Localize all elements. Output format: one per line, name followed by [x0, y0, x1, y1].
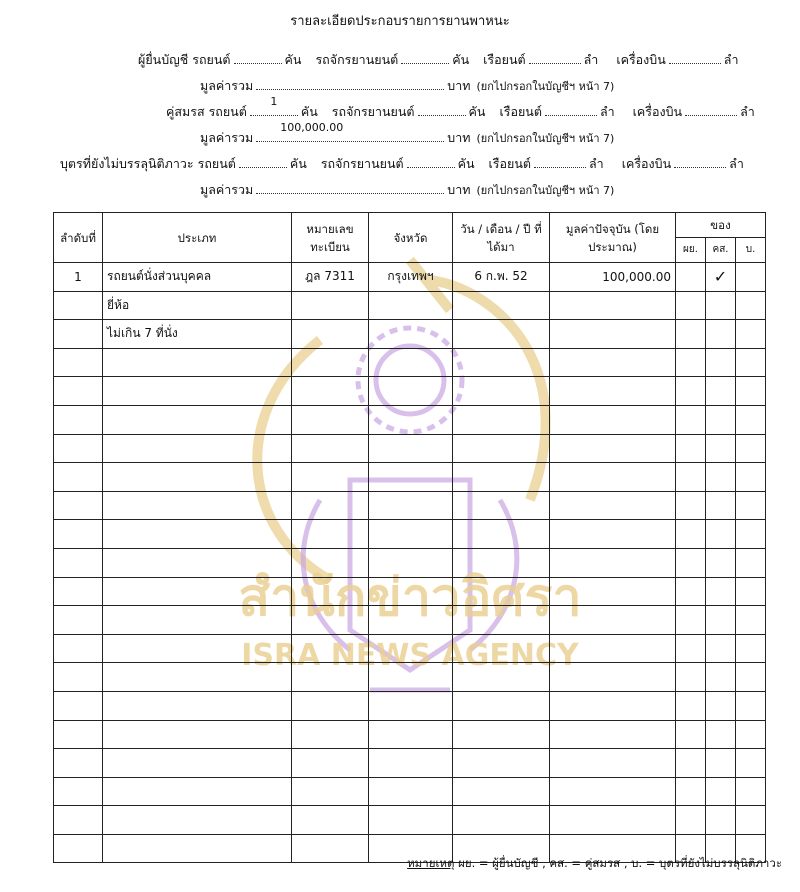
col-header-owner-filer: ผย.: [676, 238, 706, 263]
empty-cell: [706, 606, 736, 635]
table-row: [54, 320, 766, 349]
empty-cell: [369, 749, 453, 778]
empty-cell: [550, 577, 676, 606]
cell-date: [453, 320, 550, 349]
col-header-owner-spouse: คส.: [706, 238, 736, 263]
total-value-label: มูลค่ารวม: [200, 130, 254, 145]
col-header-province: จังหวัด: [369, 213, 453, 263]
empty-cell: [676, 491, 706, 520]
empty-cell: [550, 520, 676, 549]
car-unit: คัน: [300, 104, 318, 119]
empty-cell: [706, 691, 736, 720]
motorcycle-label: รถจักรยานยนต์: [320, 156, 404, 171]
baht-label: บาท: [447, 78, 471, 93]
empty-cell: [736, 606, 766, 635]
car-label: รถยนต์: [208, 104, 247, 119]
empty-cell: [54, 720, 103, 749]
empty-cell: [706, 491, 736, 520]
cell-value: [550, 291, 676, 320]
empty-cell: [103, 663, 292, 692]
motorcycle-label: รถจักรยานยนต์: [315, 52, 399, 67]
plane-unit: ลำ: [729, 156, 744, 171]
empty-cell: [369, 491, 453, 520]
empty-cell: [676, 749, 706, 778]
empty-cell: [369, 463, 453, 492]
filer-vehicle-line: [138, 50, 738, 70]
empty-cell: [676, 577, 706, 606]
empty-table-row: [54, 463, 766, 492]
empty-cell: [292, 491, 369, 520]
empty-cell: [736, 548, 766, 577]
empty-cell: [292, 663, 369, 692]
empty-cell: [453, 634, 550, 663]
empty-cell: [550, 377, 676, 406]
empty-cell: [453, 663, 550, 692]
empty-cell: [103, 577, 292, 606]
empty-cell: [54, 749, 103, 778]
car-label: รถยนต์: [197, 156, 236, 171]
empty-cell: [676, 606, 706, 635]
vehicle-table-body: [54, 263, 766, 863]
empty-cell: [676, 806, 706, 835]
empty-cell: [103, 777, 292, 806]
empty-table-row: [54, 634, 766, 663]
empty-table-row: [54, 491, 766, 520]
motorcycle-unit: คัน: [457, 156, 475, 171]
empty-cell: [292, 548, 369, 577]
empty-cell: [103, 749, 292, 778]
cell-date: [453, 291, 550, 320]
plane-unit: ลำ: [740, 104, 755, 119]
empty-table-row: [54, 405, 766, 434]
filer-plane-count: [669, 51, 721, 64]
empty-cell: [453, 691, 550, 720]
empty-cell: [706, 405, 736, 434]
cell-seq: 1: [54, 263, 103, 292]
empty-cell: [736, 434, 766, 463]
boat-label: เรือยนต์: [499, 104, 542, 119]
child-vehicle-line: [60, 154, 744, 174]
cell-owner-spouse: [706, 291, 736, 320]
page-title: รายละเอียดประกอบรายการยานพาหนะ: [290, 14, 510, 29]
empty-table-row: [54, 377, 766, 406]
empty-cell: [292, 463, 369, 492]
boat-label: เรือยนต์: [488, 156, 532, 171]
vehicle-table: [53, 212, 766, 863]
empty-cell: [292, 606, 369, 635]
watermark-english-text: ISRA NEWS AGENCY: [241, 638, 579, 673]
cell-owner-filer: [676, 320, 706, 349]
empty-cell: [369, 348, 453, 377]
empty-cell: [54, 405, 103, 434]
empty-cell: [676, 434, 706, 463]
empty-cell: [453, 777, 550, 806]
empty-cell: [292, 434, 369, 463]
empty-cell: [292, 348, 369, 377]
empty-cell: [292, 749, 369, 778]
footnote-label: หมายเหตุ: [407, 856, 455, 870]
col-header-owner-child: บ.: [736, 238, 766, 263]
empty-cell: [103, 405, 292, 434]
empty-cell: [453, 749, 550, 778]
empty-table-row: [54, 777, 766, 806]
empty-cell: [369, 777, 453, 806]
empty-cell: [453, 606, 550, 635]
empty-cell: [676, 463, 706, 492]
child-motorcycle-count: [407, 155, 455, 168]
empty-cell: [292, 691, 369, 720]
empty-cell: [706, 720, 736, 749]
empty-cell: [736, 520, 766, 549]
child-total-value: [256, 181, 444, 194]
empty-cell: [369, 691, 453, 720]
empty-cell: [103, 520, 292, 549]
filer-value-line: [200, 76, 614, 96]
empty-cell: [453, 377, 550, 406]
empty-cell: [550, 634, 676, 663]
empty-cell: [550, 463, 676, 492]
boat-label: เรือยนต์: [483, 52, 526, 67]
cell-owner-child: [736, 291, 766, 320]
spouse-value-line: [200, 121, 615, 148]
carry-note: (ยกไปกรอกในบัญชีฯ หน้า 7): [476, 132, 615, 145]
col-header-type: ประเภท: [103, 213, 292, 263]
cell-owner-filer: [676, 263, 706, 292]
cell-owner-child: [736, 320, 766, 349]
empty-cell: [736, 634, 766, 663]
empty-cell: [103, 434, 292, 463]
filer-car-count: [234, 51, 282, 64]
empty-cell: [736, 405, 766, 434]
empty-table-row: [54, 749, 766, 778]
cell-value: [550, 320, 676, 349]
empty-cell: [706, 463, 736, 492]
empty-table-row: [54, 434, 766, 463]
empty-cell: [676, 405, 706, 434]
empty-table-row: [54, 663, 766, 692]
carry-note: (ยกไปกรอกในบัญชีฯ หน้า 7): [476, 184, 615, 197]
empty-cell: [736, 663, 766, 692]
filer-label: ผู้ยื่นบัญชี: [138, 52, 189, 67]
baht-label: บาท: [447, 182, 471, 197]
empty-cell: [54, 663, 103, 692]
empty-cell: [676, 634, 706, 663]
empty-cell: [676, 720, 706, 749]
boat-unit: ลำ: [589, 156, 604, 171]
cell-seq: [54, 320, 103, 349]
empty-cell: [676, 348, 706, 377]
empty-cell: [453, 348, 550, 377]
empty-cell: [369, 377, 453, 406]
spouse-vehicle-line: [166, 95, 755, 122]
empty-cell: [54, 434, 103, 463]
empty-table-row: [54, 548, 766, 577]
cell-owner-filer: [676, 291, 706, 320]
empty-cell: [54, 548, 103, 577]
plane-label: เครื่องบิน: [621, 156, 672, 171]
cell-type: รถยนต์นั่งส่วนบุคคล: [103, 263, 292, 292]
empty-cell: [736, 749, 766, 778]
cell-plate: [292, 320, 369, 349]
empty-cell: [54, 777, 103, 806]
empty-cell: [706, 348, 736, 377]
empty-cell: [292, 405, 369, 434]
empty-cell: [369, 663, 453, 692]
empty-cell: [453, 806, 550, 835]
empty-cell: [54, 606, 103, 635]
empty-cell: [369, 634, 453, 663]
cell-owner-spouse: [706, 320, 736, 349]
empty-cell: [54, 634, 103, 663]
empty-cell: [453, 405, 550, 434]
plane-unit: ลำ: [723, 52, 739, 67]
empty-cell: [369, 434, 453, 463]
footnote: [407, 855, 782, 873]
cell-owner-spouse: ✓: [706, 263, 736, 292]
spouse-boat-count: [545, 103, 597, 116]
filer-total-value: [256, 77, 444, 90]
empty-cell: [54, 520, 103, 549]
cell-province: [369, 291, 453, 320]
empty-cell: [103, 463, 292, 492]
empty-cell: [706, 548, 736, 577]
empty-cell: [550, 606, 676, 635]
empty-cell: [736, 377, 766, 406]
empty-cell: [292, 777, 369, 806]
empty-cell: [550, 749, 676, 778]
empty-cell: [369, 577, 453, 606]
cell-date: 6 ก.พ. 52: [453, 263, 550, 292]
cell-type: ไม่เกิน 7 ที่นั่ง: [103, 320, 292, 349]
empty-cell: [54, 806, 103, 835]
empty-cell: [453, 548, 550, 577]
empty-cell: [453, 577, 550, 606]
empty-cell: [676, 520, 706, 549]
empty-table-row: [54, 806, 766, 835]
spouse-label: คู่สมรส: [166, 104, 205, 119]
empty-cell: [736, 491, 766, 520]
total-value-label: มูลค่ารวม: [200, 182, 254, 197]
empty-cell: [103, 720, 292, 749]
empty-cell: [54, 577, 103, 606]
empty-cell: [453, 491, 550, 520]
empty-cell: [103, 606, 292, 635]
empty-cell: [550, 777, 676, 806]
table-row: [54, 291, 766, 320]
boat-unit: ลำ: [583, 52, 599, 67]
empty-cell: [292, 577, 369, 606]
empty-cell: [369, 720, 453, 749]
spouse-car-count: 1: [250, 103, 298, 116]
empty-cell: [550, 548, 676, 577]
watermark-thai-text: สำนักข่าวอิศรา: [238, 568, 582, 628]
empty-cell: [292, 377, 369, 406]
empty-table-row: [54, 720, 766, 749]
empty-cell: [550, 691, 676, 720]
empty-cell: [706, 377, 736, 406]
empty-cell: [550, 348, 676, 377]
empty-cell: [676, 691, 706, 720]
spouse-total-value: 100,000.00: [256, 129, 444, 142]
col-header-owner: ของ: [676, 213, 766, 238]
empty-cell: [103, 548, 292, 577]
empty-cell: [706, 634, 736, 663]
cell-seq: [54, 291, 103, 320]
spouse-motorcycle-count: [418, 103, 466, 116]
child-plane-count: [674, 155, 726, 168]
empty-cell: [369, 606, 453, 635]
col-header-value: มูลค่าปัจจุบัน (โดยประมาณ): [550, 213, 676, 263]
empty-cell: [292, 806, 369, 835]
motorcycle-label: รถจักรยานยนต์: [331, 104, 415, 119]
cell-value: 100,000.00: [550, 263, 676, 292]
empty-table-row: [54, 577, 766, 606]
col-header-seq: ลำดับที่: [54, 213, 103, 263]
cell-plate: ฎล 7311: [292, 263, 369, 292]
filer-motorcycle-count: [401, 51, 449, 64]
cell-type: ยี่ห้อ: [103, 291, 292, 320]
spouse-plane-count: [685, 103, 737, 116]
cell-plate: [292, 291, 369, 320]
car-unit: คัน: [284, 52, 302, 67]
carry-note: (ยกไปกรอกในบัญชีฯ หน้า 7): [476, 80, 615, 93]
empty-cell: [736, 691, 766, 720]
empty-cell: [550, 720, 676, 749]
empty-cell: [706, 520, 736, 549]
empty-cell: [736, 348, 766, 377]
filer-boat-count: [529, 51, 581, 64]
child-boat-count: [534, 155, 586, 168]
empty-cell: [736, 806, 766, 835]
empty-cell: [453, 520, 550, 549]
empty-cell: [103, 491, 292, 520]
col-header-date: วัน / เดือน / ปี ที่ได้มา: [453, 213, 550, 263]
empty-cell: [103, 634, 292, 663]
cell-owner-child: [736, 263, 766, 292]
empty-cell: [706, 434, 736, 463]
empty-cell: [103, 348, 292, 377]
empty-cell: [54, 377, 103, 406]
empty-cell: [453, 720, 550, 749]
plane-label: เครื่องบิน: [632, 104, 683, 119]
empty-cell: [103, 691, 292, 720]
empty-cell: [736, 777, 766, 806]
empty-cell: [103, 377, 292, 406]
empty-cell: [676, 377, 706, 406]
empty-cell: [292, 720, 369, 749]
empty-cell: [706, 806, 736, 835]
empty-cell: [676, 663, 706, 692]
footnote-text: ผย. = ผู้ยื่นบัญชี , คส. = คู่สมรส , บ. = บุตรที่ยังไม่บรรลุนิติภาวะ: [458, 856, 782, 870]
empty-table-row: [54, 520, 766, 549]
empty-cell: [54, 834, 103, 863]
empty-table-row: [54, 348, 766, 377]
empty-cell: [453, 434, 550, 463]
empty-cell: [369, 806, 453, 835]
car-unit: คัน: [289, 156, 307, 171]
empty-cell: [706, 577, 736, 606]
empty-cell: [54, 463, 103, 492]
empty-cell: [676, 777, 706, 806]
car-label: รถยนต์: [192, 52, 231, 67]
child-car-count: [239, 155, 287, 168]
col-header-plate: หมายเลขทะเบียน: [292, 213, 369, 263]
empty-cell: [103, 806, 292, 835]
cell-province: กรุงเทพฯ: [369, 263, 453, 292]
table-row: [54, 263, 766, 292]
empty-cell: [706, 749, 736, 778]
empty-table-row: [54, 606, 766, 635]
baht-label: บาท: [447, 130, 471, 145]
empty-cell: [550, 491, 676, 520]
empty-cell: [550, 434, 676, 463]
empty-cell: [736, 720, 766, 749]
empty-cell: [550, 663, 676, 692]
empty-cell: [292, 520, 369, 549]
empty-cell: [706, 777, 736, 806]
empty-cell: [292, 834, 369, 863]
empty-cell: [369, 405, 453, 434]
empty-cell: [736, 463, 766, 492]
empty-cell: [54, 691, 103, 720]
empty-cell: [369, 520, 453, 549]
empty-cell: [706, 663, 736, 692]
empty-cell: [103, 834, 292, 863]
empty-table-row: [54, 691, 766, 720]
empty-cell: [292, 634, 369, 663]
motorcycle-unit: คัน: [452, 52, 470, 67]
child-label: บุตรที่ยังไม่บรรลุนิติภาวะ: [60, 156, 194, 171]
empty-cell: [550, 405, 676, 434]
empty-cell: [453, 463, 550, 492]
empty-cell: [736, 577, 766, 606]
cell-province: [369, 320, 453, 349]
total-value-label: มูลค่ารวม: [200, 78, 254, 93]
empty-cell: [369, 548, 453, 577]
empty-cell: [54, 491, 103, 520]
plane-label: เครื่องบิน: [616, 52, 666, 67]
child-value-line: [200, 180, 614, 200]
motorcycle-unit: คัน: [468, 104, 486, 119]
empty-cell: [54, 348, 103, 377]
empty-cell: [676, 548, 706, 577]
boat-unit: ลำ: [599, 104, 615, 119]
empty-cell: [550, 806, 676, 835]
